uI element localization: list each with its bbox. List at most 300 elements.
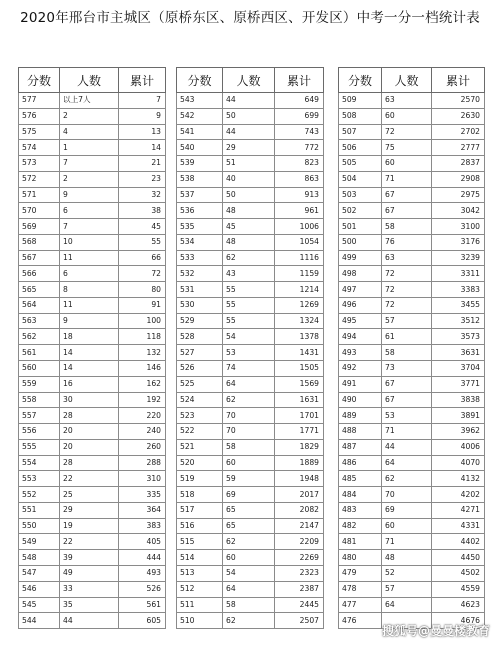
cell-count: 50 xyxy=(223,108,275,124)
cell-count: 2 xyxy=(60,171,119,187)
cell-cumulative: 310 xyxy=(119,471,166,487)
cell-count: 72 xyxy=(382,124,432,140)
cell-count: 9 xyxy=(60,187,119,203)
table-header-row xyxy=(19,68,166,93)
header-count: 人数 xyxy=(223,68,275,93)
cell-cumulative: 383 xyxy=(119,518,166,534)
cell-score: 523 xyxy=(177,408,223,424)
cell-score: 544 xyxy=(19,613,60,629)
table-row xyxy=(19,471,166,487)
cell-score: 566 xyxy=(19,266,60,282)
cell-count: 65 xyxy=(223,502,275,518)
table-row xyxy=(19,156,166,172)
cell-count: 44 xyxy=(382,439,432,455)
table-row xyxy=(339,361,485,377)
cell-cumulative: 3383 xyxy=(432,282,485,298)
cell-cumulative: 162 xyxy=(119,376,166,392)
cell-cumulative: 45 xyxy=(119,219,166,235)
cell-cumulative: 961 xyxy=(275,203,324,219)
cell-count: 59 xyxy=(223,471,275,487)
cell-score: 550 xyxy=(19,518,60,534)
cell-cumulative: 4559 xyxy=(432,581,485,597)
cell-score: 513 xyxy=(177,565,223,581)
cell-score: 552 xyxy=(19,487,60,503)
cell-cumulative: 1269 xyxy=(275,297,324,313)
cell-count: 60 xyxy=(223,455,275,471)
table-row xyxy=(339,171,485,187)
cell-score: 551 xyxy=(19,502,60,518)
cell-score: 572 xyxy=(19,171,60,187)
cell-cumulative: 2908 xyxy=(432,171,485,187)
header-score: 分数 xyxy=(339,68,382,93)
cell-score: 577 xyxy=(19,93,60,109)
cell-score: 510 xyxy=(177,613,223,629)
table-row xyxy=(177,518,324,534)
cell-cumulative: 1505 xyxy=(275,361,324,377)
cell-score: 561 xyxy=(19,345,60,361)
table-row xyxy=(339,234,485,250)
cell-cumulative: 863 xyxy=(275,171,324,187)
cell-count: 40 xyxy=(223,171,275,187)
cell-score: 524 xyxy=(177,392,223,408)
cell-score: 500 xyxy=(339,234,382,250)
cell-count: 64 xyxy=(382,597,432,613)
cell-score: 539 xyxy=(177,156,223,172)
cell-score: 525 xyxy=(177,376,223,392)
table-row xyxy=(339,565,485,581)
cell-score: 562 xyxy=(19,329,60,345)
cell-cumulative: 23 xyxy=(119,171,166,187)
cell-cumulative: 2837 xyxy=(432,156,485,172)
cell-score: 558 xyxy=(19,392,60,408)
cell-cumulative: 4331 xyxy=(432,518,485,534)
cell-score: 486 xyxy=(339,455,382,471)
cell-cumulative: 3704 xyxy=(432,361,485,377)
cell-cumulative: 2630 xyxy=(432,108,485,124)
cell-count: 49 xyxy=(60,565,119,581)
cell-count: 53 xyxy=(223,345,275,361)
cell-count: 60 xyxy=(223,550,275,566)
table-row xyxy=(19,329,166,345)
table-row xyxy=(177,171,324,187)
cell-score: 480 xyxy=(339,550,382,566)
cell-count: 58 xyxy=(223,439,275,455)
cell-count: 63 xyxy=(382,250,432,266)
cell-score: 511 xyxy=(177,597,223,613)
cell-count: 20 xyxy=(60,424,119,440)
cell-cumulative: 4202 xyxy=(432,487,485,503)
cell-score: 512 xyxy=(177,581,223,597)
cell-count: 65 xyxy=(223,518,275,534)
cell-count: 22 xyxy=(60,534,119,550)
cell-count: 60 xyxy=(382,518,432,534)
cell-count: 57 xyxy=(382,313,432,329)
cell-score: 482 xyxy=(339,518,382,534)
cell-cumulative: 2445 xyxy=(275,597,324,613)
table-row xyxy=(177,234,324,250)
cell-count: 58 xyxy=(382,219,432,235)
cell-count: 7 xyxy=(60,219,119,235)
table-row xyxy=(339,518,485,534)
cell-score: 489 xyxy=(339,408,382,424)
cell-count: 62 xyxy=(223,534,275,550)
cell-cumulative: 14 xyxy=(119,140,166,156)
table-row xyxy=(177,361,324,377)
table-row xyxy=(177,597,324,613)
cell-cumulative: 1631 xyxy=(275,392,324,408)
cell-cumulative: 1569 xyxy=(275,376,324,392)
cell-cumulative: 444 xyxy=(119,550,166,566)
cell-count: 48 xyxy=(223,203,275,219)
cell-score: 517 xyxy=(177,502,223,518)
cell-count: 70 xyxy=(382,487,432,503)
cell-count: 28 xyxy=(60,408,119,424)
cell-score: 575 xyxy=(19,124,60,140)
cell-score: 530 xyxy=(177,297,223,313)
cell-count: 55 xyxy=(223,297,275,313)
cell-count: 48 xyxy=(223,234,275,250)
cell-count: 76 xyxy=(382,234,432,250)
cell-score: 554 xyxy=(19,455,60,471)
cell-count: 1 xyxy=(60,140,119,156)
cell-cumulative: 66 xyxy=(119,250,166,266)
table-row xyxy=(19,297,166,313)
cell-score: 503 xyxy=(339,187,382,203)
cell-score: 565 xyxy=(19,282,60,298)
cell-score: 534 xyxy=(177,234,223,250)
table-row xyxy=(177,124,324,140)
cell-cumulative: 493 xyxy=(119,565,166,581)
table-row xyxy=(19,502,166,518)
cell-score: 485 xyxy=(339,471,382,487)
table-row xyxy=(339,156,485,172)
cell-cumulative: 118 xyxy=(119,329,166,345)
table-row xyxy=(177,329,324,345)
table-row xyxy=(19,140,166,156)
cell-cumulative: 4623 xyxy=(432,597,485,613)
cell-count: 7 xyxy=(60,156,119,172)
cell-score: 533 xyxy=(177,250,223,266)
cell-cumulative: 2147 xyxy=(275,518,324,534)
cell-cumulative: 1431 xyxy=(275,345,324,361)
cell-count: 8 xyxy=(60,282,119,298)
cell-count: 30 xyxy=(60,392,119,408)
cell-score: 532 xyxy=(177,266,223,282)
table-row xyxy=(339,424,485,440)
cell-score: 546 xyxy=(19,581,60,597)
cell-cumulative: 2975 xyxy=(432,187,485,203)
cell-score: 506 xyxy=(339,140,382,156)
cell-count: 44 xyxy=(223,93,275,109)
cell-score: 514 xyxy=(177,550,223,566)
cell-count: 67 xyxy=(382,392,432,408)
table-row xyxy=(19,424,166,440)
cell-count: 62 xyxy=(223,392,275,408)
table-row xyxy=(339,250,485,266)
cell-cumulative: 3512 xyxy=(432,313,485,329)
cell-cumulative: 4676 xyxy=(432,613,485,629)
table-row xyxy=(19,408,166,424)
cell-cumulative: 21 xyxy=(119,156,166,172)
cell-count: 4 xyxy=(60,124,119,140)
cell-cumulative: 913 xyxy=(275,187,324,203)
cell-count: 6 xyxy=(60,266,119,282)
cell-count: 60 xyxy=(382,108,432,124)
cell-score: 526 xyxy=(177,361,223,377)
table-row xyxy=(339,313,485,329)
table-row xyxy=(339,502,485,518)
table-row xyxy=(339,345,485,361)
cell-count: 61 xyxy=(382,329,432,345)
cell-score: 520 xyxy=(177,455,223,471)
cell-cumulative: 1159 xyxy=(275,266,324,282)
cell-cumulative: 3239 xyxy=(432,250,485,266)
cell-count: 67 xyxy=(382,203,432,219)
cell-cumulative: 3042 xyxy=(432,203,485,219)
cell-count: 35 xyxy=(60,597,119,613)
table-row xyxy=(177,439,324,455)
cell-cumulative: 405 xyxy=(119,534,166,550)
cell-count: 64 xyxy=(382,455,432,471)
cell-score: 522 xyxy=(177,424,223,440)
score-table-3 xyxy=(338,67,485,629)
table-row xyxy=(177,345,324,361)
cell-score: 476 xyxy=(339,613,382,629)
table-row xyxy=(177,502,324,518)
table-row xyxy=(19,392,166,408)
table-row xyxy=(19,93,166,109)
cell-count: 62 xyxy=(223,250,275,266)
cell-score: 576 xyxy=(19,108,60,124)
cell-cumulative: 3573 xyxy=(432,329,485,345)
cell-score: 484 xyxy=(339,487,382,503)
cell-cumulative: 3631 xyxy=(432,345,485,361)
cell-cumulative: 91 xyxy=(119,297,166,313)
cell-score: 491 xyxy=(339,376,382,392)
cell-cumulative: 3838 xyxy=(432,392,485,408)
cell-cumulative: 100 xyxy=(119,313,166,329)
cell-score: 481 xyxy=(339,534,382,550)
table-row xyxy=(339,297,485,313)
table-row xyxy=(339,408,485,424)
cell-cumulative: 146 xyxy=(119,361,166,377)
table-row xyxy=(177,534,324,550)
cell-count: 73 xyxy=(382,361,432,377)
cell-count: 9 xyxy=(60,313,119,329)
table-row xyxy=(19,534,166,550)
cell-cumulative: 1214 xyxy=(275,282,324,298)
cell-score: 496 xyxy=(339,297,382,313)
table-row xyxy=(177,392,324,408)
cell-score: 502 xyxy=(339,203,382,219)
cell-score: 479 xyxy=(339,565,382,581)
cell-score: 557 xyxy=(19,408,60,424)
table-row xyxy=(177,581,324,597)
cell-score: 536 xyxy=(177,203,223,219)
table-row xyxy=(339,439,485,455)
table-row xyxy=(177,550,324,566)
table-row xyxy=(19,455,166,471)
table-row xyxy=(19,313,166,329)
cell-cumulative: 3771 xyxy=(432,376,485,392)
table-row xyxy=(19,439,166,455)
table-row xyxy=(19,518,166,534)
cell-score: 574 xyxy=(19,140,60,156)
table-row xyxy=(339,266,485,282)
table-row xyxy=(19,565,166,581)
cell-cumulative: 1006 xyxy=(275,219,324,235)
cell-score: 499 xyxy=(339,250,382,266)
cell-count: 64 xyxy=(223,376,275,392)
table-row xyxy=(19,250,166,266)
cell-score: 559 xyxy=(19,376,60,392)
table-row xyxy=(177,250,324,266)
cell-count: 18 xyxy=(60,329,119,345)
cell-cumulative: 4070 xyxy=(432,455,485,471)
cell-cumulative: 32 xyxy=(119,187,166,203)
cell-score: 528 xyxy=(177,329,223,345)
table-row xyxy=(177,471,324,487)
table-row xyxy=(339,471,485,487)
cell-cumulative: 2570 xyxy=(432,93,485,109)
table-row xyxy=(19,203,166,219)
cell-score: 549 xyxy=(19,534,60,550)
cell-cumulative: 823 xyxy=(275,156,324,172)
cell-cumulative: 240 xyxy=(119,424,166,440)
table-row xyxy=(177,282,324,298)
table-row xyxy=(177,313,324,329)
cell-count: 19 xyxy=(60,518,119,534)
table-row xyxy=(177,140,324,156)
cell-count: 74 xyxy=(223,361,275,377)
table-row xyxy=(339,550,485,566)
cell-count: 57 xyxy=(382,581,432,597)
cell-score: 497 xyxy=(339,282,382,298)
cell-score: 529 xyxy=(177,313,223,329)
cell-count: 53 xyxy=(382,408,432,424)
cell-score: 494 xyxy=(339,329,382,345)
cell-score: 535 xyxy=(177,219,223,235)
cell-count: 67 xyxy=(382,376,432,392)
cell-count: 45 xyxy=(223,219,275,235)
cell-cumulative: 649 xyxy=(275,93,324,109)
cell-cumulative: 561 xyxy=(119,597,166,613)
cell-cumulative: 743 xyxy=(275,124,324,140)
table-row xyxy=(177,424,324,440)
cell-count: 25 xyxy=(60,487,119,503)
cell-score: 542 xyxy=(177,108,223,124)
table-row xyxy=(177,93,324,109)
cell-count: 28 xyxy=(60,455,119,471)
table-row xyxy=(339,455,485,471)
cell-cumulative: 4132 xyxy=(432,471,485,487)
cell-score: 564 xyxy=(19,297,60,313)
cell-score: 519 xyxy=(177,471,223,487)
cell-score: 548 xyxy=(19,550,60,566)
table-row xyxy=(339,581,485,597)
table-row xyxy=(177,203,324,219)
table-row xyxy=(177,297,324,313)
cell-cumulative: 7 xyxy=(119,93,166,109)
cell-cumulative: 4006 xyxy=(432,439,485,455)
table-row xyxy=(19,376,166,392)
cell-score: 498 xyxy=(339,266,382,282)
cell-count: 52 xyxy=(382,565,432,581)
cell-count: 60 xyxy=(382,156,432,172)
cell-score: 568 xyxy=(19,234,60,250)
cell-count: 72 xyxy=(382,297,432,313)
cell-score: 531 xyxy=(177,282,223,298)
cell-count: 55 xyxy=(223,282,275,298)
table-row xyxy=(339,376,485,392)
cell-score: 537 xyxy=(177,187,223,203)
table-row xyxy=(19,487,166,503)
cell-cumulative: 2507 xyxy=(275,613,324,629)
cell-cumulative: 1378 xyxy=(275,329,324,345)
cell-score: 515 xyxy=(177,534,223,550)
cell-cumulative: 1829 xyxy=(275,439,324,455)
table-row xyxy=(19,345,166,361)
cell-score: 573 xyxy=(19,156,60,172)
cell-cumulative: 80 xyxy=(119,282,166,298)
cell-cumulative: 4502 xyxy=(432,565,485,581)
table-row xyxy=(339,93,485,109)
table-row xyxy=(177,266,324,282)
cell-count: 62 xyxy=(223,613,275,629)
table-row xyxy=(339,487,485,503)
cell-score: 545 xyxy=(19,597,60,613)
header-score: 分数 xyxy=(19,68,60,93)
score-table-1 xyxy=(18,67,166,629)
cell-cumulative: 2777 xyxy=(432,140,485,156)
table-row xyxy=(19,219,166,235)
cell-count: 69 xyxy=(223,487,275,503)
table-row xyxy=(19,234,166,250)
header-count: 人数 xyxy=(382,68,432,93)
cell-score: 527 xyxy=(177,345,223,361)
table-row xyxy=(177,108,324,124)
table-row xyxy=(177,376,324,392)
cell-score: 556 xyxy=(19,424,60,440)
cell-cumulative: 1054 xyxy=(275,234,324,250)
table-row xyxy=(177,613,324,629)
table-row xyxy=(19,361,166,377)
cell-score: 493 xyxy=(339,345,382,361)
table-row xyxy=(339,282,485,298)
cell-count: 14 xyxy=(60,361,119,377)
cell-cumulative: 2323 xyxy=(275,565,324,581)
cell-score: 521 xyxy=(177,439,223,455)
cell-score: 541 xyxy=(177,124,223,140)
cell-score: 477 xyxy=(339,597,382,613)
cell-count: 70 xyxy=(223,408,275,424)
cell-score: 505 xyxy=(339,156,382,172)
cell-count: 43 xyxy=(223,266,275,282)
cell-score: 547 xyxy=(19,565,60,581)
cell-count: 67 xyxy=(382,187,432,203)
cell-count: 48 xyxy=(382,550,432,566)
table-row xyxy=(339,140,485,156)
cell-cumulative: 364 xyxy=(119,502,166,518)
cell-count: 62 xyxy=(382,471,432,487)
cell-cumulative: 2209 xyxy=(275,534,324,550)
table-row xyxy=(19,550,166,566)
cell-score: 540 xyxy=(177,140,223,156)
table-row xyxy=(339,534,485,550)
cell-score: 567 xyxy=(19,250,60,266)
cell-count: 44 xyxy=(223,124,275,140)
cell-count: 71 xyxy=(382,424,432,440)
